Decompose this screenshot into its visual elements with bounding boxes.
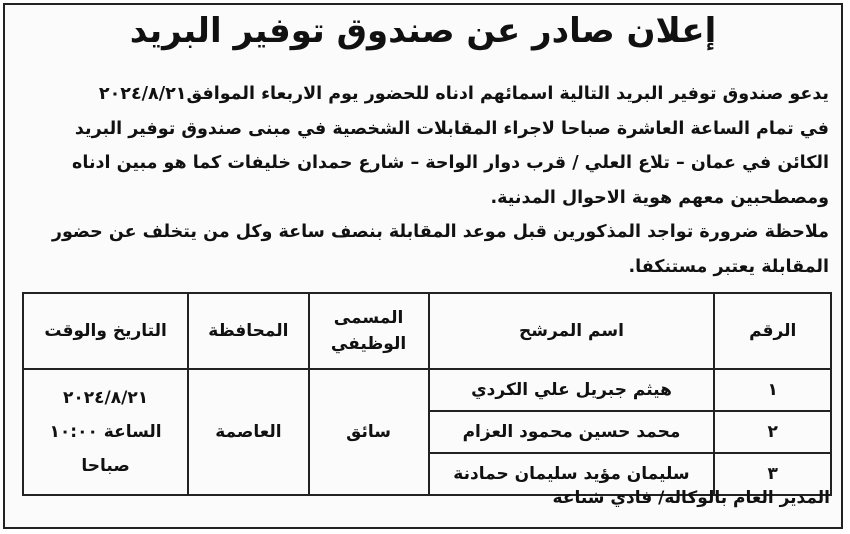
row-number: ٢ bbox=[714, 411, 831, 453]
body-line: ومصطحبين معهم هوية الاحوال المدنية. bbox=[490, 187, 829, 208]
body-line: ملاحظة ضرورة تواجد المذكورين قبل موعد المقابلة بنصف ساعة وكل من يتخلف عن حضور bbox=[51, 222, 829, 242]
row-number: ١ bbox=[714, 369, 831, 411]
header-governorate: المحافظة bbox=[188, 293, 308, 369]
date-time-cell bbox=[23, 369, 188, 495]
header-job-title-line1: المسمى bbox=[333, 308, 404, 328]
header-job-title bbox=[309, 293, 429, 369]
interview-period: صباحا bbox=[81, 456, 130, 476]
job-title-cell: سائق bbox=[309, 369, 429, 495]
body-line: في تمام الساعة العاشرة صباحا لاجراء المقابلات الشخصية في مبنى صندوق توفير البريد bbox=[74, 118, 829, 139]
candidate-name: سليمان مؤيد سليمان حمادنة bbox=[429, 453, 715, 495]
candidates-table bbox=[22, 292, 832, 496]
announcement-body bbox=[13, 77, 829, 284]
body-line: يدعو صندوق توفير البريد التالية اسمائهم ادناه للحضور يوم الاربعاء الموافق٢٠٢٤/٨/٢١ bbox=[98, 84, 829, 104]
interview-date: ٢٠٢٤/٨/٢١ bbox=[63, 388, 149, 408]
header-candidate-name: اسم المرشح bbox=[429, 293, 715, 369]
candidate-name: محمد حسين محمود العزام bbox=[429, 411, 715, 453]
announcement-title: إعلان صادر عن صندوق توفير البريد bbox=[129, 11, 717, 51]
candidate-name: هيثم جبريل علي الكردي bbox=[429, 369, 715, 411]
body-line: المقابلة يعتبر مستنكفا. bbox=[628, 256, 829, 277]
body-line: الكائن في عمان – تلاع العلي / قرب دوار الواحة – شارع حمدان خليفات كما هو مبين ادناه bbox=[72, 153, 829, 173]
header-number: الرقم bbox=[714, 293, 831, 369]
table-row bbox=[23, 369, 831, 411]
header-job-title-line2: الوظيفي bbox=[330, 334, 407, 354]
table-header-row bbox=[23, 293, 831, 369]
header-date-time: التاريخ والوقت bbox=[23, 293, 188, 369]
signature-line: المدير العام بالوكالة/ فادي شناعة bbox=[552, 488, 830, 508]
row-number: ٣ bbox=[714, 453, 831, 495]
governorate-cell: العاصمة bbox=[188, 369, 308, 495]
interview-time: الساعة ١٠:٠٠ bbox=[49, 422, 162, 442]
